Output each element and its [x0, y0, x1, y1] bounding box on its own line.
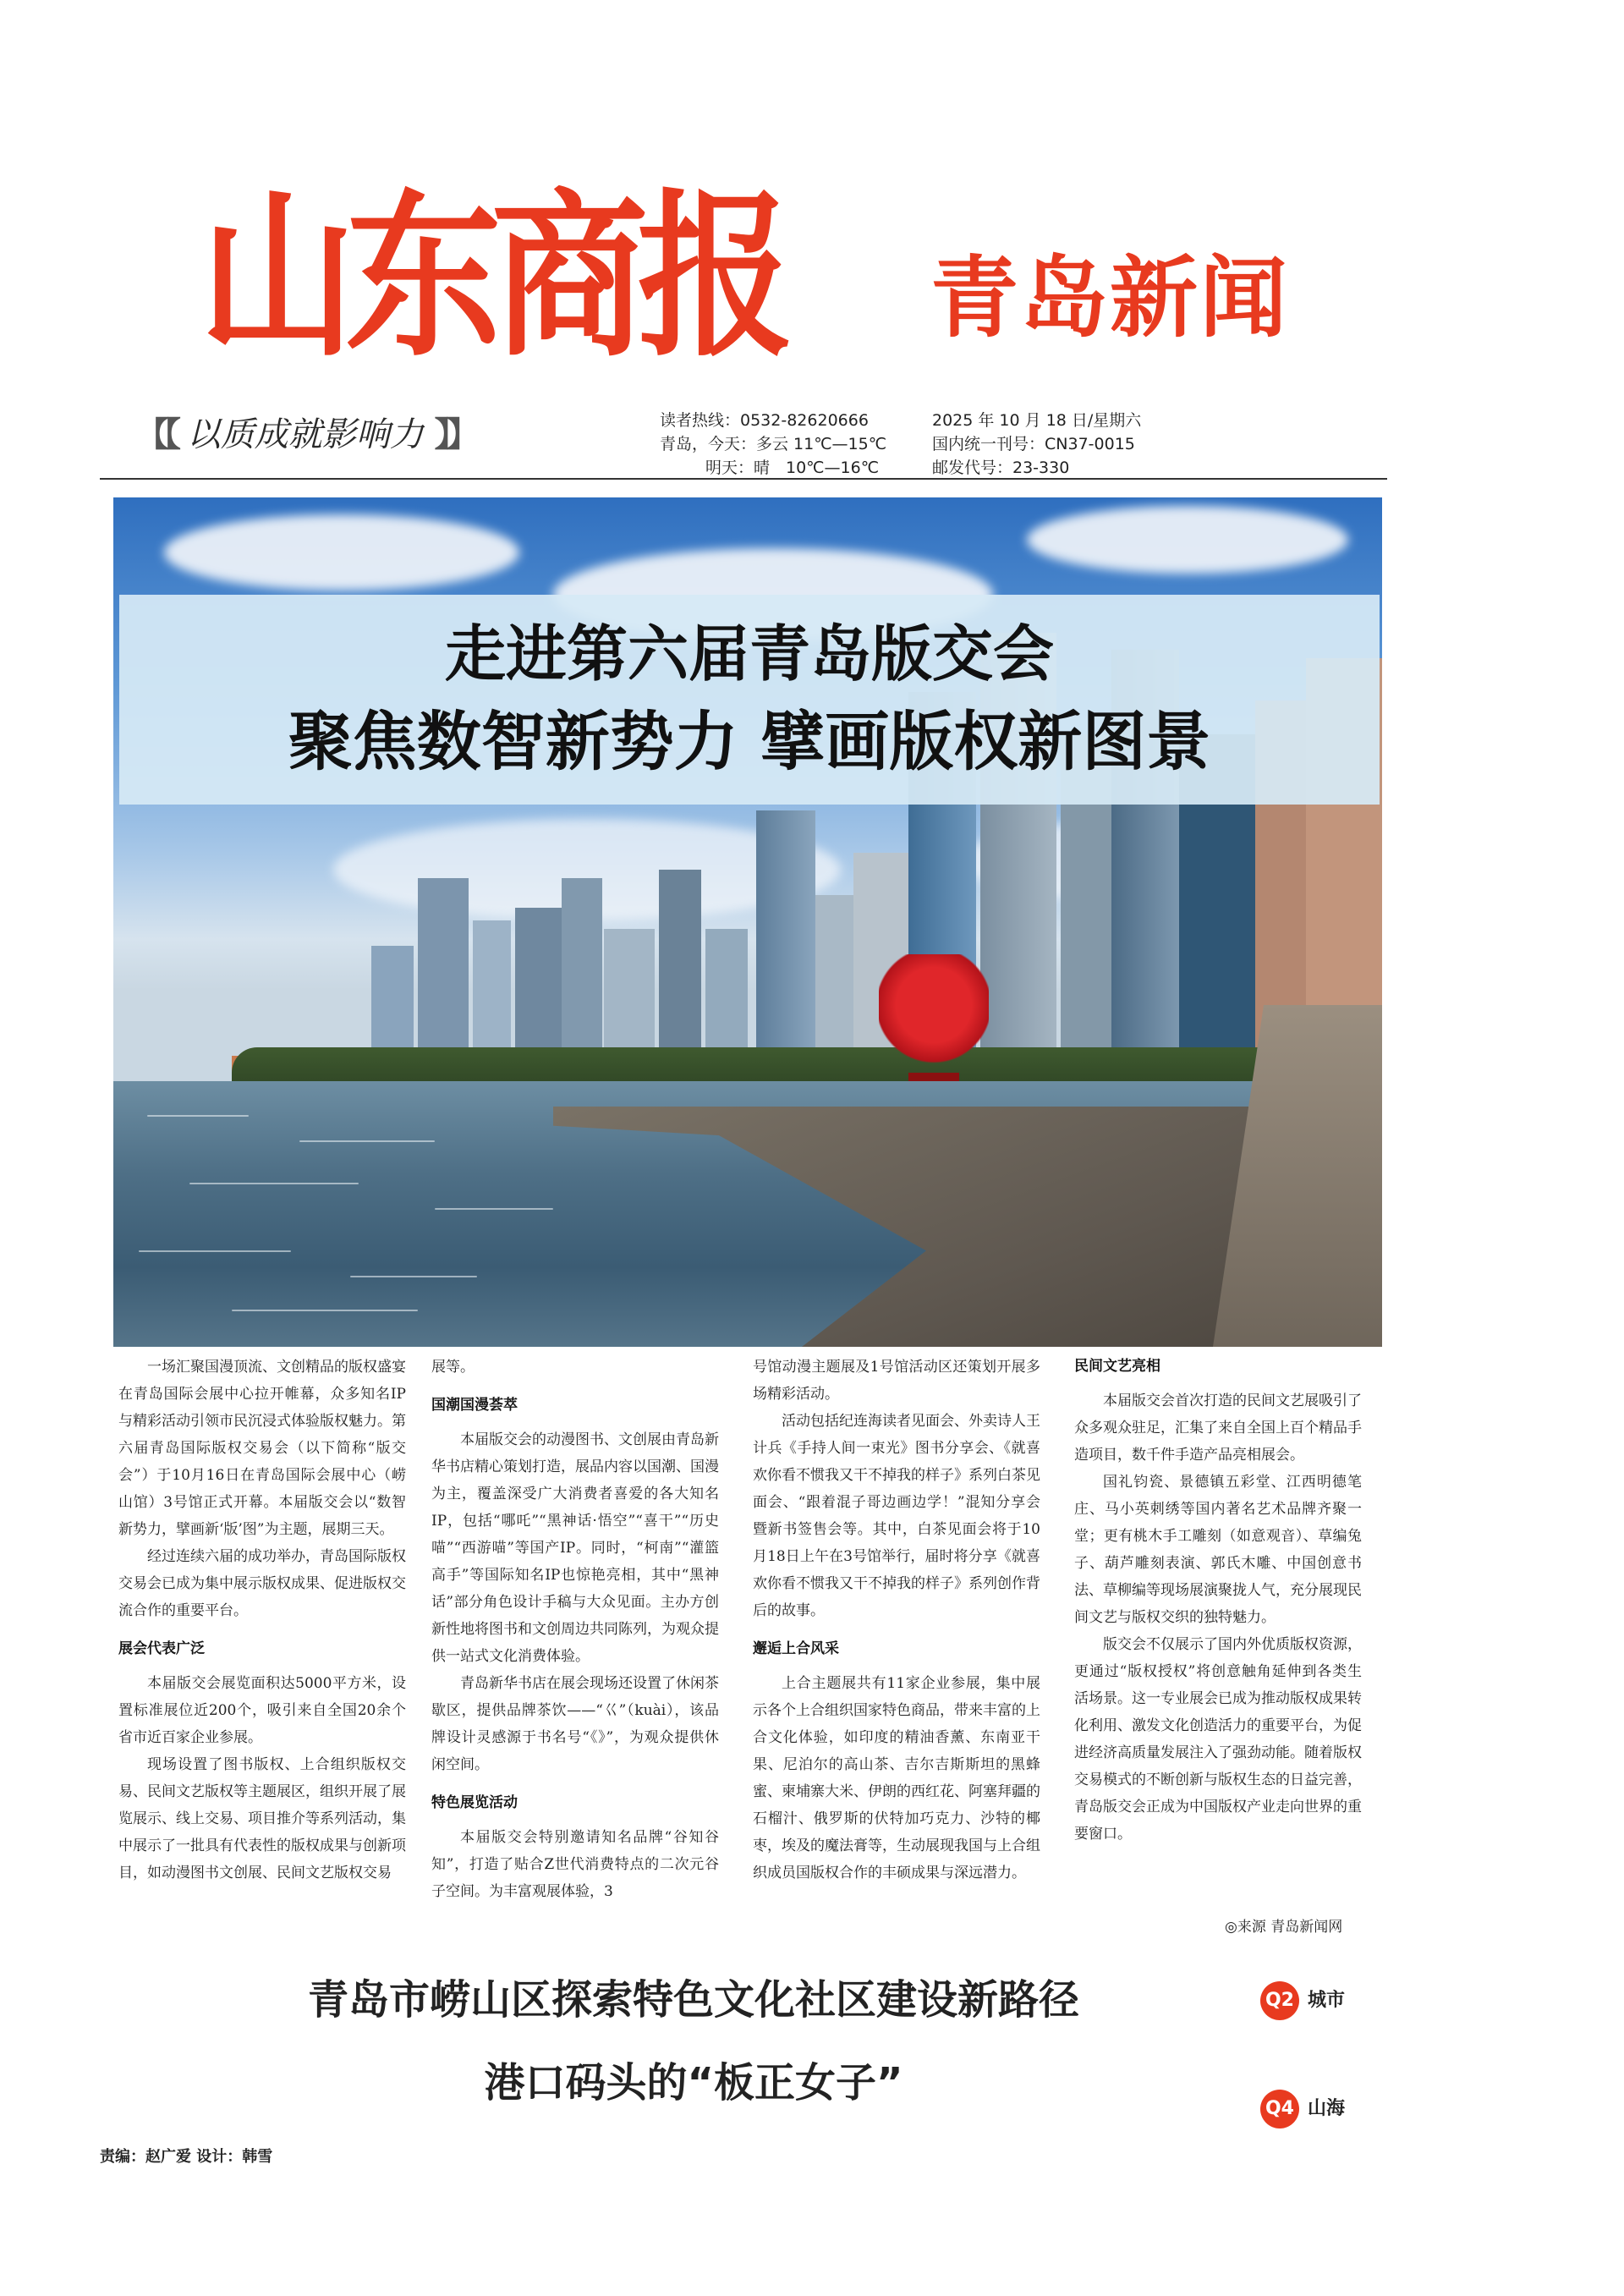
article-column-1 [118, 1354, 406, 1963]
headline-line-2: 聚焦数智新势力 擘画版权新图景 [288, 704, 1211, 779]
article-column-4 [1074, 1354, 1362, 1903]
paragraph: 本届版交会的动漫图书、文创展由青岛新华书店精心策划打造，展品内容以国潮、国漫为主，覆盖深受广大消费者喜爱的各大知名IP，包括“哪吒”“黑神话·悟空”“喜干”“历史喵”“西游喵”等国产IP。同时，“柯南”“灌篮高手”等国际知名IP也惊艳亮相，其中“黑神话”部分角色设计手稿与大众见面。主办方创新性地将图书和文创周边共同陈列，为观众提供一站式文化消费体验。 [431, 1431, 719, 1665]
subheading: 邂逅上合风采 [753, 1640, 839, 1657]
paragraph: 国礼钧瓷、景德镇五彩堂、江西明德笔庄、马小英刺绣等国内著名艺术品牌齐聚一堂；更有桃木手工雕刻（如意观音）、草编兔子、葫芦雕刻表演、郭氏木雕、中国创意书法、草柳编等现场展演聚拢人气，充分展现民间文艺与版权交织的独特魅力。 [1074, 1474, 1362, 1626]
article-column-2 [431, 1354, 719, 1963]
paragraph: 青岛新华书店在展会现场还设置了休闲茶歇区，提供品牌茶饮——“巜”（kuài），该品牌设计灵感源于书名号“《》”，为观众提供休闲空间。 [431, 1675, 719, 1773]
headline-box [119, 595, 1380, 805]
teaser-headline[interactable]: 青岛市崂山区探索特色文化社区建设新路径 [307, 1976, 1079, 2024]
editor-credits: 责编：赵广爱 设计：韩雪 [100, 2148, 273, 2166]
cn-number: 国内统一刊号：CN37-0015 [932, 435, 1135, 453]
subheading: 国潮国漫荟萃 [431, 1397, 518, 1414]
paragraph: 上合主题展共有11家企业参展，集中展示各个上合组织国家特色商品，带来丰富的上合文化体验，如印度的精油香薰、东南亚干果、尼泊尔的高山茶、吉尔吉斯斯坦的黑蜂蜜、柬埔寨大米、伊朗的西红花、阿塞拜疆的石榴汁、俄罗斯的伏特加巧克力、沙特的椰枣，埃及的魔法膏等，生动展现我国与上合组织成员国版权合作的丰硕成果与深远潜力。 [753, 1675, 1040, 1881]
headline-line-1: 走进第六届青岛版交会 [444, 618, 1054, 689]
reader-hotline: 读者热线：0532-82620666 [660, 411, 869, 430]
paragraph: 现场设置了图书版权、上合组织版权交易、民间文艺版权等主题展区，组织开展了展览展示、线上交易、项目推介等系列活动，集中展示了一批具有代表性的版权成果与创新项目，如动漫图书文创展、民间文艺版权交易 [118, 1756, 406, 1881]
may-fourth-sculpture [879, 954, 989, 1081]
page-badge[interactable]: Q2 [1260, 1981, 1299, 2020]
subheading: 民间文艺亮相 [1074, 1358, 1160, 1375]
issue-date: 2025 年 10 月 18 日/星期六 [932, 411, 1142, 430]
page-badge[interactable]: Q4 [1260, 2090, 1299, 2128]
weather-today: 青岛，今天：多云 11℃—15℃ [660, 435, 887, 453]
paragraph: 本届版交会首次打造的民间文艺展吸引了众多观众驻足，汇集了来自全国上百个精品手造项目，数千件手造产品亮相展会。 [1074, 1392, 1362, 1464]
slogan [135, 411, 651, 459]
paragraph: 展等。 [431, 1359, 475, 1376]
paragraph: 版交会不仅展示了国内外优质版权资源，更通过“版权授权”将创意触角延伸到各类生活场景。这一专业展会已成为推动版权成果转化利用、激发文化创造活力的重要平台，为促进经济高质量发展注入了强劲动能。随着版权交易模式的不断创新与版权生态的日益完善，青岛版交会正成为中国版权产业走向世界的重要窗口。 [1074, 1636, 1362, 1843]
paragraph: 号馆动漫主题展及1号馆活动区还策划开展多场精彩活动。 [753, 1359, 1040, 1403]
paragraph: 本届版交会特别邀请知名品牌“谷知谷知”，打造了贴合Z世代消费特点的二次元谷子空间。为丰富观展体验，3 [431, 1829, 719, 1900]
edition-name: 青岛新闻 [930, 246, 1290, 349]
weather-tomorrow: 明天：晴 10℃—16℃ [705, 459, 880, 477]
section-label[interactable]: 山海 [1308, 2098, 1346, 2119]
left-bracket-ornament: 【【 [135, 415, 176, 454]
postal-code: 邮发代号：23-330 [932, 459, 1070, 477]
slogan-text: 以质成就影响力 [186, 415, 424, 454]
article-column-3 [753, 1354, 1040, 1963]
article-source: ◎来源 青岛新闻网 [1225, 1919, 1343, 1936]
subheading: 展会代表广泛 [118, 1640, 205, 1657]
teaser-headline[interactable]: 港口码头的“板正女子” [484, 2059, 903, 2106]
paragraph: 活动包括纪连海读者见面会、外卖诗人王计兵《手持人间一束光》图书分享会、《就喜欢你看不惯我又干不掉我的样子》系列白茶见面会、“跟着混子哥边画边学！”混知分享会暨新书签售会等。其中，白茶见面会将于10月18日上午在3号馆举行，届时将分享《就喜欢你看不惯我又干不掉我的样子》系列创作背后的故事。 [753, 1413, 1040, 1619]
right-bracket-ornament: 】】 [434, 415, 475, 454]
paragraph: 一场汇聚国漫顶流、文创精品的版权盛宴在青岛国际会展中心拉开帷幕，众多知名IP与精彩活动引领市民沉浸式体验版权魅力。第六届青岛国际版权交易会（以下简称“版交会”）于10月16日在青岛国际会展中心（崂山馆）3号馆正式开幕。本届版交会以“数智新势力，擘画新‘版’图”为主题，展期三天。 [118, 1359, 406, 1538]
paragraph: 本届版交会展览面积达5000平方米，设置标准展位近200个，吸引来自全国20余个省市近百家企业参展。 [118, 1675, 406, 1746]
paragraph: 经过连续六届的成功举办，青岛国际版权交易会已成为集中展示版权成果、促进版权交流合作的重要平台。 [118, 1548, 406, 1619]
subheading: 特色展览活动 [431, 1794, 518, 1811]
masthead-divider [100, 478, 1387, 480]
section-label[interactable]: 城市 [1308, 1990, 1346, 2011]
newspaper-masthead-title: 山东商报 [200, 173, 783, 381]
